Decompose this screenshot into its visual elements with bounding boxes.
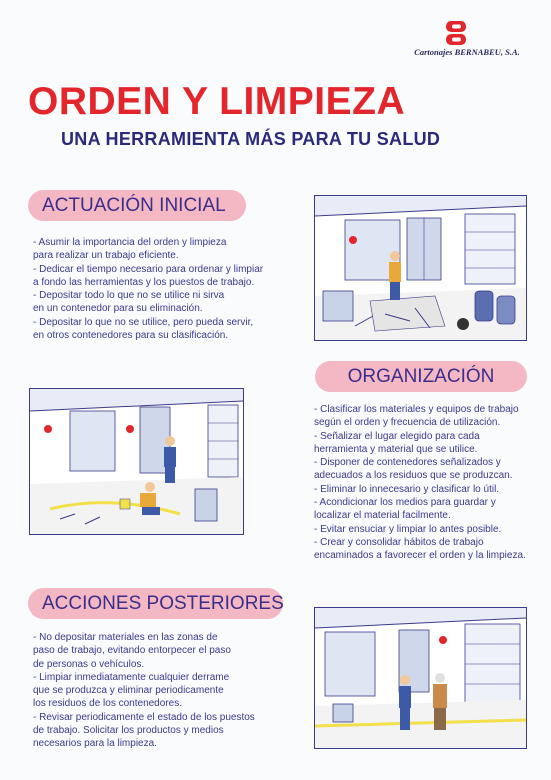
section-text-actuacion-inicial — [33, 236, 263, 342]
section-heading-actuacion-inicial: ACTUACIÓN INICIAL — [28, 190, 246, 221]
text-line: - Eliminar lo innecesario y clasificar lo útil. — [314, 483, 500, 495]
text-line: en otros contenedores para su clasificación. — [33, 330, 229, 342]
text-line: en un contenedor para su eliminación. — [33, 303, 203, 315]
text-line: - Asumir la importancia del orden y limpieza — [33, 237, 227, 248]
company-logo — [402, 20, 532, 60]
section-heading-organizacion: ORGANIZACIÓN — [315, 361, 527, 392]
company-logo-mark-icon — [444, 20, 468, 46]
text-line: - Evitar ensuciar y limpiar lo antes posible. — [314, 523, 502, 535]
text-line: de personas o vehículos. — [33, 658, 145, 670]
text-line: - Depositar todo lo que no se utilice ni sirva — [33, 290, 225, 302]
text-line: - Revisar periodicamente el estado de los puestos — [33, 711, 255, 723]
text-line: para realizar un trabajo eficiente. — [33, 250, 179, 262]
text-line: según el orden y frecuencia de utilización. — [314, 417, 501, 429]
text-line: - Limpiar inmediatamente cualquier derrame — [33, 671, 230, 683]
organized-workshop-illustration — [314, 607, 527, 749]
section-text-organizacion — [314, 403, 526, 563]
text-line: herramienta y material que se utilice. — [314, 443, 478, 455]
text-line: - No depositar materiales en las zonas de — [33, 632, 218, 643]
text-line: los residuos de los contenedores. — [33, 698, 182, 710]
text-line: - Señalizar el lugar elegido para cada — [314, 430, 480, 442]
text-line: - Disponer de contenedores señalizados y — [314, 457, 501, 469]
text-line: - Depositar lo que no se utilice, pero pueda servir, — [33, 316, 254, 328]
messy-workshop-illustration — [314, 195, 527, 341]
text-line: a fondo las herramientas y los puestos de trabajo. — [33, 276, 255, 288]
text-line: encaminados a favorecer el orden y la limpieza. — [314, 550, 526, 562]
section-text-acciones-posteriores — [33, 631, 255, 751]
text-line: paso de trabajo, evitando entorpecer el paso — [33, 645, 231, 657]
text-line: - Dedicar el tiempo necesario para ordenar y limpiar — [33, 263, 264, 275]
text-line: - Clasificar los materiales y equipos de trabajo — [314, 404, 519, 415]
text-line: que se produzca y eliminar periodicamente — [33, 685, 224, 697]
company-name: Cartonajes BERNABEU, S.A. — [414, 47, 520, 57]
text-line: de trabajo. Solicitar los productos y medios — [33, 725, 224, 737]
poster-title: ORDEN Y LIMPIEZA — [28, 80, 406, 123]
cleaning-workshop-illustration — [29, 388, 244, 535]
text-line: - Acondicionar los medios para guardar y — [314, 497, 496, 509]
text-line: localizar el material facilmente. — [314, 510, 451, 522]
text-line: adecuados a los residuos que se produzcan. — [314, 470, 513, 482]
poster-subtitle: UNA HERRAMIENTA MÁS PARA TU SALUD — [61, 129, 441, 149]
text-line: - Crear y consolidar hábitos de trabajo — [314, 536, 484, 548]
section-heading-acciones-posteriores: ACCIONES POSTERIORES — [28, 588, 283, 619]
text-line: necesarios para la limpieza. — [33, 738, 157, 750]
